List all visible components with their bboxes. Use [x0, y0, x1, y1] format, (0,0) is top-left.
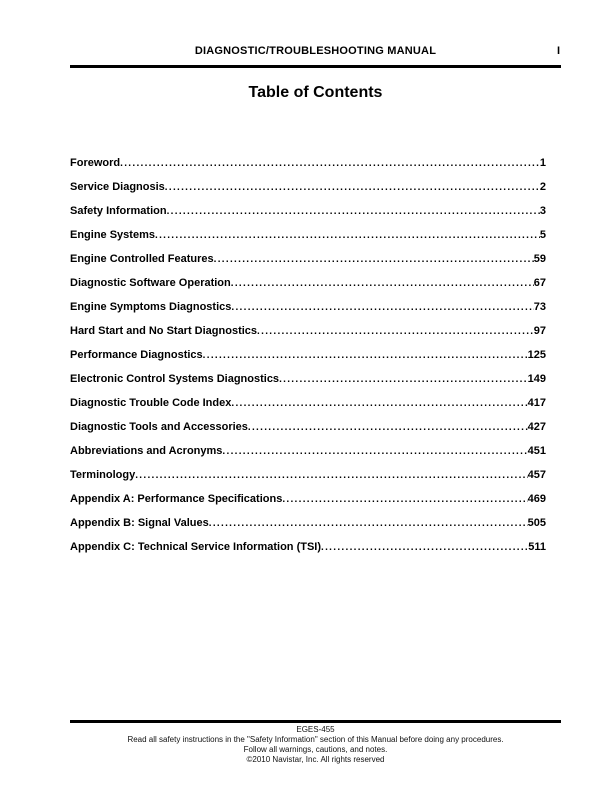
toc-entry [70, 487, 546, 511]
footer-copyright-line: ©2010 Navistar, Inc. All rights reserved [246, 755, 385, 764]
toc-dot-leader [165, 175, 540, 199]
toc-entry-label: Engine Controlled Features [70, 253, 214, 265]
toc-entry [70, 175, 546, 199]
footer-safety-line: Read all safety instructions in the "Safety Information" section of this Manual before doing any procedures. [127, 735, 504, 744]
toc-entry-page: 511 [528, 541, 546, 553]
toc-dot-leader [203, 343, 528, 367]
toc-entry-page: 417 [527, 397, 546, 409]
footer-warnings-line: Follow all warnings, cautions, and notes. [243, 745, 388, 754]
toc-entry [70, 223, 546, 247]
toc-entry-page: 457 [527, 469, 546, 481]
toc-dot-leader [231, 271, 534, 295]
toc-dot-leader [167, 199, 540, 223]
toc-entry-page: 5 [539, 229, 546, 241]
toc-entry-label: Engine Symptoms Diagnostics [70, 301, 232, 313]
toc-entry-page: 3 [539, 205, 546, 217]
toc-entry-label: Foreword [70, 157, 121, 169]
toc-entry [70, 511, 546, 535]
toc-entry-page: 97 [533, 325, 546, 337]
toc-entry-label: Electronic Control Systems Diagnostics [70, 373, 280, 385]
toc-entry-page: 59 [533, 253, 546, 265]
toc-entry-page: 1 [539, 157, 546, 169]
toc-entry-page: 125 [527, 349, 546, 361]
toc-entry [70, 391, 546, 415]
toc-dot-leader [209, 511, 528, 535]
header-rule [70, 65, 561, 68]
toc-entry-page: 73 [533, 301, 546, 313]
page-title: Table of Contents [248, 84, 383, 101]
toc-entry-label: Performance Diagnostics [70, 349, 203, 361]
toc-entry [70, 463, 546, 487]
toc-entry [70, 415, 546, 439]
toc-dot-leader [222, 439, 527, 463]
header-running-title: DIAGNOSTIC/TROUBLESHOOTING MANUAL [194, 45, 437, 57]
toc-entry [70, 367, 546, 391]
toc-entry-page: 2 [539, 181, 546, 193]
toc-entry-label: Appendix A: Performance Specifications [70, 493, 283, 505]
toc-entry-page: 451 [527, 445, 546, 457]
toc-entry-label: Safety Information [70, 205, 167, 217]
toc-entry-label: Diagnostic Software Operation [70, 277, 231, 289]
toc-dot-leader [282, 487, 527, 511]
toc-dot-leader [248, 415, 528, 439]
toc-dot-leader [231, 295, 533, 319]
toc-entry [70, 439, 546, 463]
toc-dot-leader [257, 319, 534, 343]
toc-dot-leader [231, 391, 527, 415]
toc-dot-leader [279, 367, 528, 391]
toc-entry-page: 149 [527, 373, 546, 385]
toc-entry-page: 505 [527, 517, 546, 529]
toc-entry-page: 469 [527, 493, 546, 505]
toc-dot-leader [155, 223, 540, 247]
toc-entry [70, 199, 546, 223]
toc-entry-label: Appendix C: Technical Service Information (TSI) [70, 541, 322, 553]
toc-entry-label: Abbreviations and Acronyms [70, 445, 223, 457]
toc-dot-leader [120, 151, 540, 175]
toc-entry [70, 343, 546, 367]
toc-entry-label: Hard Start and No Start Diagnostics [70, 325, 258, 337]
toc-entry [70, 319, 546, 343]
toc-entry-label: Engine Systems [70, 229, 155, 241]
table-of-contents [70, 151, 546, 559]
toc-entry [70, 295, 546, 319]
toc-entry-page: 67 [533, 277, 546, 289]
toc-entry-label: Appendix B: Signal Values [70, 517, 209, 529]
toc-entry [70, 151, 546, 175]
toc-entry-label: Diagnostic Tools and Accessories [70, 421, 248, 433]
header-page-number: I [556, 45, 560, 57]
toc-dot-leader [135, 463, 527, 487]
toc-entry [70, 535, 546, 559]
footer-doc-id: EGES-455 [296, 725, 335, 734]
toc-entry-label: Terminology [70, 469, 136, 481]
toc-entry [70, 247, 546, 271]
toc-entry-label: Diagnostic Trouble Code Index [70, 397, 232, 409]
page-footer [70, 725, 561, 765]
toc-entry-page: 427 [527, 421, 546, 433]
footer-rule [70, 720, 561, 723]
toc-entry-label: Service Diagnosis [70, 181, 165, 193]
toc-dot-leader [214, 247, 534, 271]
toc-dot-leader [321, 535, 528, 559]
toc-entry [70, 271, 546, 295]
